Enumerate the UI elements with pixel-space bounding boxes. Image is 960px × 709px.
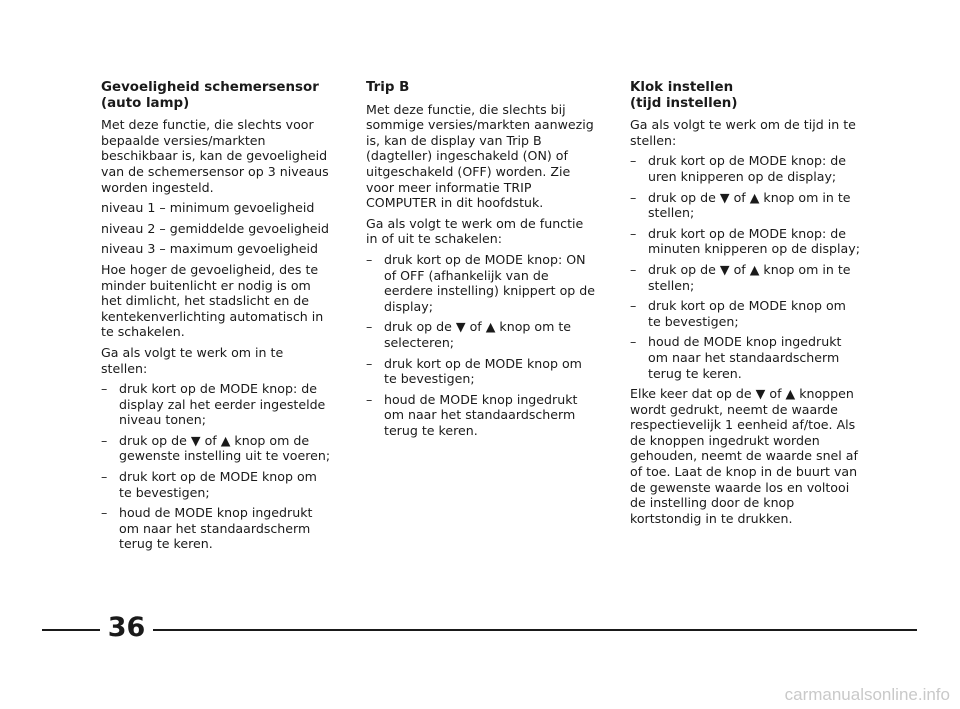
page-number: 36 [107, 612, 146, 643]
list-item: – druk kort op de MODE knop: de uren knipperen op de display; [630, 153, 846, 184]
footer-rule-right [153, 629, 917, 631]
footer-rule-left [42, 629, 100, 631]
list-item: – houd de MODE knop ingedrukt om naar het standaardscherm terug te keren. [366, 391, 578, 438]
intro-paragraph: Met deze functie, die slechts voor bepaalde versies/markten beschikbaar is, kan de gevoeligheid van de schemersensor op 3 niveaus worden ingesteld. [101, 117, 329, 195]
section-dusk-sensor [101, 80, 333, 557]
level-line: niveau 3 – maximum gevoeligheid [101, 241, 319, 257]
section-trip-b [366, 80, 598, 443]
body-paragraph: Elke keer dat op de ▼ of ▲ knoppen wordt gedrukt, neemt de waarde respectievelijk 1 eenheid af/toe. Als de knoppen ingedrukt worden gehouden, neemt de waarde snel af of toe. Laat de knop in de buurt van de gewenste waarde los en voltooi de instelling door de knop kortstondig in te drukken. [630, 386, 858, 526]
watermark: carmanualsonline.info [784, 685, 950, 704]
list-item: – houd de MODE knop ingedrukt om naar het standaardscherm terug te keren. [630, 334, 842, 381]
list-item: – druk kort op de MODE knop om te bevestigen; [366, 355, 582, 387]
list-item: – druk kort op de MODE knop om te bevestigen; [630, 298, 846, 329]
list-item: – druk op de ▼ of ▲ knop om de gewenste instelling uit te voeren; [101, 432, 331, 464]
list-item: – druk op de ▼ of ▲ knop om in te stellen; [630, 189, 851, 221]
section-heading: Trip B [366, 80, 410, 95]
level-line: niveau 2 – gemiddelde gevoeligheid [101, 220, 330, 236]
list-item: – druk op de ▼ of ▲ knop om te selecteren; [366, 319, 572, 350]
section-heading: Klok instellen (tijd instellen) [630, 80, 738, 111]
intro-paragraph: Ga als volgt te werk om de tijd in te stellen: [630, 117, 856, 148]
level-line: niveau 1 – minimum gevoeligheid [101, 200, 315, 216]
body-paragraph: Ga als volgt te werk om in te stellen: [101, 344, 284, 376]
list-item: – druk kort op de MODE knop: de display zal het eerder ingestelde niveau tonen; [101, 381, 326, 428]
list-item: – houd de MODE knop ingedrukt om naar het standaardscherm terug te keren. [101, 505, 313, 552]
body-paragraph: Hoe hoger de gevoeligheid, des te minder buitenlicht er nodig is om het dimlicht, het stadslicht en de kentekenverlichting automatisch in te schakelen. [101, 261, 324, 340]
body-paragraph: Ga als volgt te werk om de functie in of uit te schakelen: [366, 215, 584, 247]
section-heading: Gevoeligheid schemersensor (auto lamp) [101, 80, 319, 111]
list-item: – druk kort op de MODE knop: ON of OFF (afhankelijk van de eerdere instelling) knippert op de display; [366, 251, 596, 314]
section-clock-setting [630, 80, 862, 531]
list-item: – druk kort op de MODE knop: de minuten knipperen op de display; [630, 225, 860, 257]
intro-paragraph: Met deze functie, die slechts bij sommige versies/markten aanwezig is, kan de display van Trip B (dagteller) ingeschakeld (ON) of uitgeschakeld (OFF) worden. Zie voor meer informatie TRIP COMPUTER in dit hoofdstuk. [366, 101, 594, 211]
list-item: – druk kort op de MODE knop om te bevestigen; [101, 469, 317, 500]
list-item: – druk op de ▼ of ▲ knop om in te stellen; [630, 261, 851, 293]
